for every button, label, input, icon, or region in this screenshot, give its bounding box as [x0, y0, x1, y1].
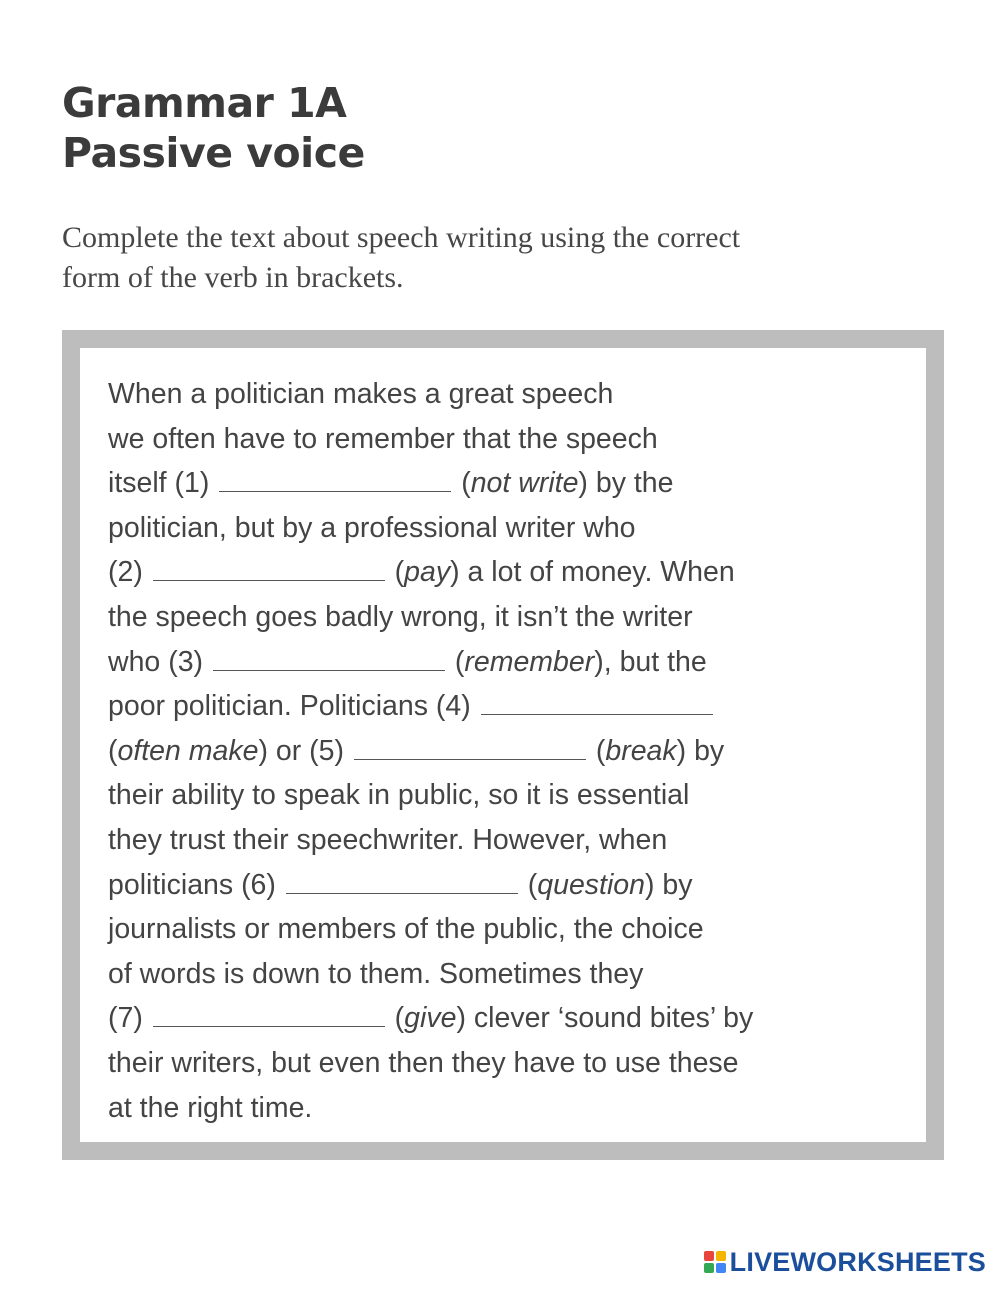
- exercise-text-fragment: politician, but by a professional writer who: [108, 511, 636, 544]
- exercise-line: who (3) (remember), but the: [108, 645, 707, 678]
- brand-footer: [704, 1245, 986, 1279]
- liveworksheets-logo-icon: [704, 1251, 726, 1273]
- exercise-text-fragment: the speech goes badly wrong, it isn’t the writer: [108, 600, 693, 633]
- exercise-text-fragment: , but the: [603, 645, 707, 678]
- logo-square: [716, 1251, 726, 1261]
- exercise-text-fragment: their writers, but even then they have to use these: [108, 1046, 739, 1079]
- verb-hint: often make: [117, 734, 259, 767]
- exercise-text-fragment: When a politician makes a great speech: [108, 378, 614, 410]
- page-header: [62, 78, 942, 178]
- exercise-line: [108, 907, 908, 952]
- exercise-text-fragment: by: [654, 868, 693, 901]
- instructions-line-2: form of the verb in brackets.: [62, 261, 404, 294]
- exercise-line: [108, 684, 908, 729]
- answer-blank[interactable]: [286, 892, 518, 894]
- exercise-line: [108, 1086, 908, 1131]
- exercise-text-fragment: (7): [108, 1002, 151, 1035]
- exercise-text-fragment: a lot of money. When: [459, 556, 735, 589]
- verb-hint: give: [404, 1002, 457, 1035]
- exercise-line: [108, 1041, 908, 1086]
- exercise-text-fragment: who (3): [108, 645, 211, 678]
- instructions-line-1: Complete the text about speech writing using the correct: [62, 221, 741, 254]
- page-title: Grammar 1A: [62, 79, 347, 127]
- exercise-text-fragment: politicians (6): [108, 868, 284, 901]
- verb-hint: not write: [470, 467, 579, 500]
- exercise-line: [108, 952, 908, 997]
- exercise-line: (often make) or (5) (break) by: [108, 734, 725, 767]
- logo-square: [704, 1251, 714, 1261]
- page-subtitle: Passive voice: [62, 129, 365, 177]
- answer-blank[interactable]: [481, 713, 713, 715]
- exercise-text-fragment: itself (1): [108, 467, 218, 500]
- exercise-line: [108, 818, 908, 863]
- exercise-text-fragment: at the right time.: [108, 1091, 313, 1124]
- verb-hint: pay: [404, 556, 451, 589]
- logo-square: [704, 1263, 714, 1273]
- exercise-line: [108, 595, 908, 640]
- exercise-line: [108, 372, 908, 417]
- exercise-text-fragment: clever ‘sound bites’ by: [465, 1002, 754, 1035]
- exercise-line: [108, 417, 908, 462]
- answer-blank[interactable]: [219, 490, 451, 492]
- answer-blank[interactable]: [213, 669, 445, 671]
- exercise-line: politicians (6) (question) by: [108, 868, 693, 901]
- exercise-text-fragment: by the: [587, 467, 674, 500]
- brand-name: LIVEWORKSHEETS: [729, 1246, 986, 1277]
- answer-blank[interactable]: [354, 758, 586, 760]
- exercise-line: (7) (give) clever ‘sound bites’ by: [108, 1002, 754, 1035]
- answer-blank[interactable]: [153, 1025, 385, 1027]
- exercise-text-fragment: or (5): [268, 734, 352, 767]
- exercise-text-fragment: poor politician. Politicians (4): [108, 690, 479, 723]
- exercise-line: itself (1) (not write) by the: [108, 467, 674, 500]
- exercise-text-fragment: (2): [108, 556, 151, 589]
- verb-hint: break: [605, 734, 677, 767]
- exercise-text: [108, 372, 908, 1130]
- exercise-text-box: [62, 330, 944, 1160]
- answer-blank[interactable]: [153, 579, 385, 581]
- exercise-line: [108, 773, 908, 818]
- exercise-text-fragment: journalists or members of the public, the choice: [108, 913, 704, 946]
- exercise-line: [108, 506, 908, 551]
- exercise-text-fragment: we often have to remember that the speech: [108, 422, 658, 455]
- verb-hint: question: [537, 868, 646, 901]
- exercise-text-fragment: by: [686, 734, 725, 767]
- exercise-text-fragment: their ability to speak in public, so it is essential: [108, 779, 690, 812]
- instructions: [62, 218, 942, 298]
- exercise-text-fragment: of words is down to them. Sometimes they: [108, 957, 644, 990]
- verb-hint: remember: [464, 645, 595, 678]
- exercise-text-fragment: they trust their speechwriter. However, when: [108, 823, 668, 856]
- logo-square: [716, 1263, 726, 1273]
- exercise-line: (2) (pay) a lot of money. When: [108, 556, 735, 589]
